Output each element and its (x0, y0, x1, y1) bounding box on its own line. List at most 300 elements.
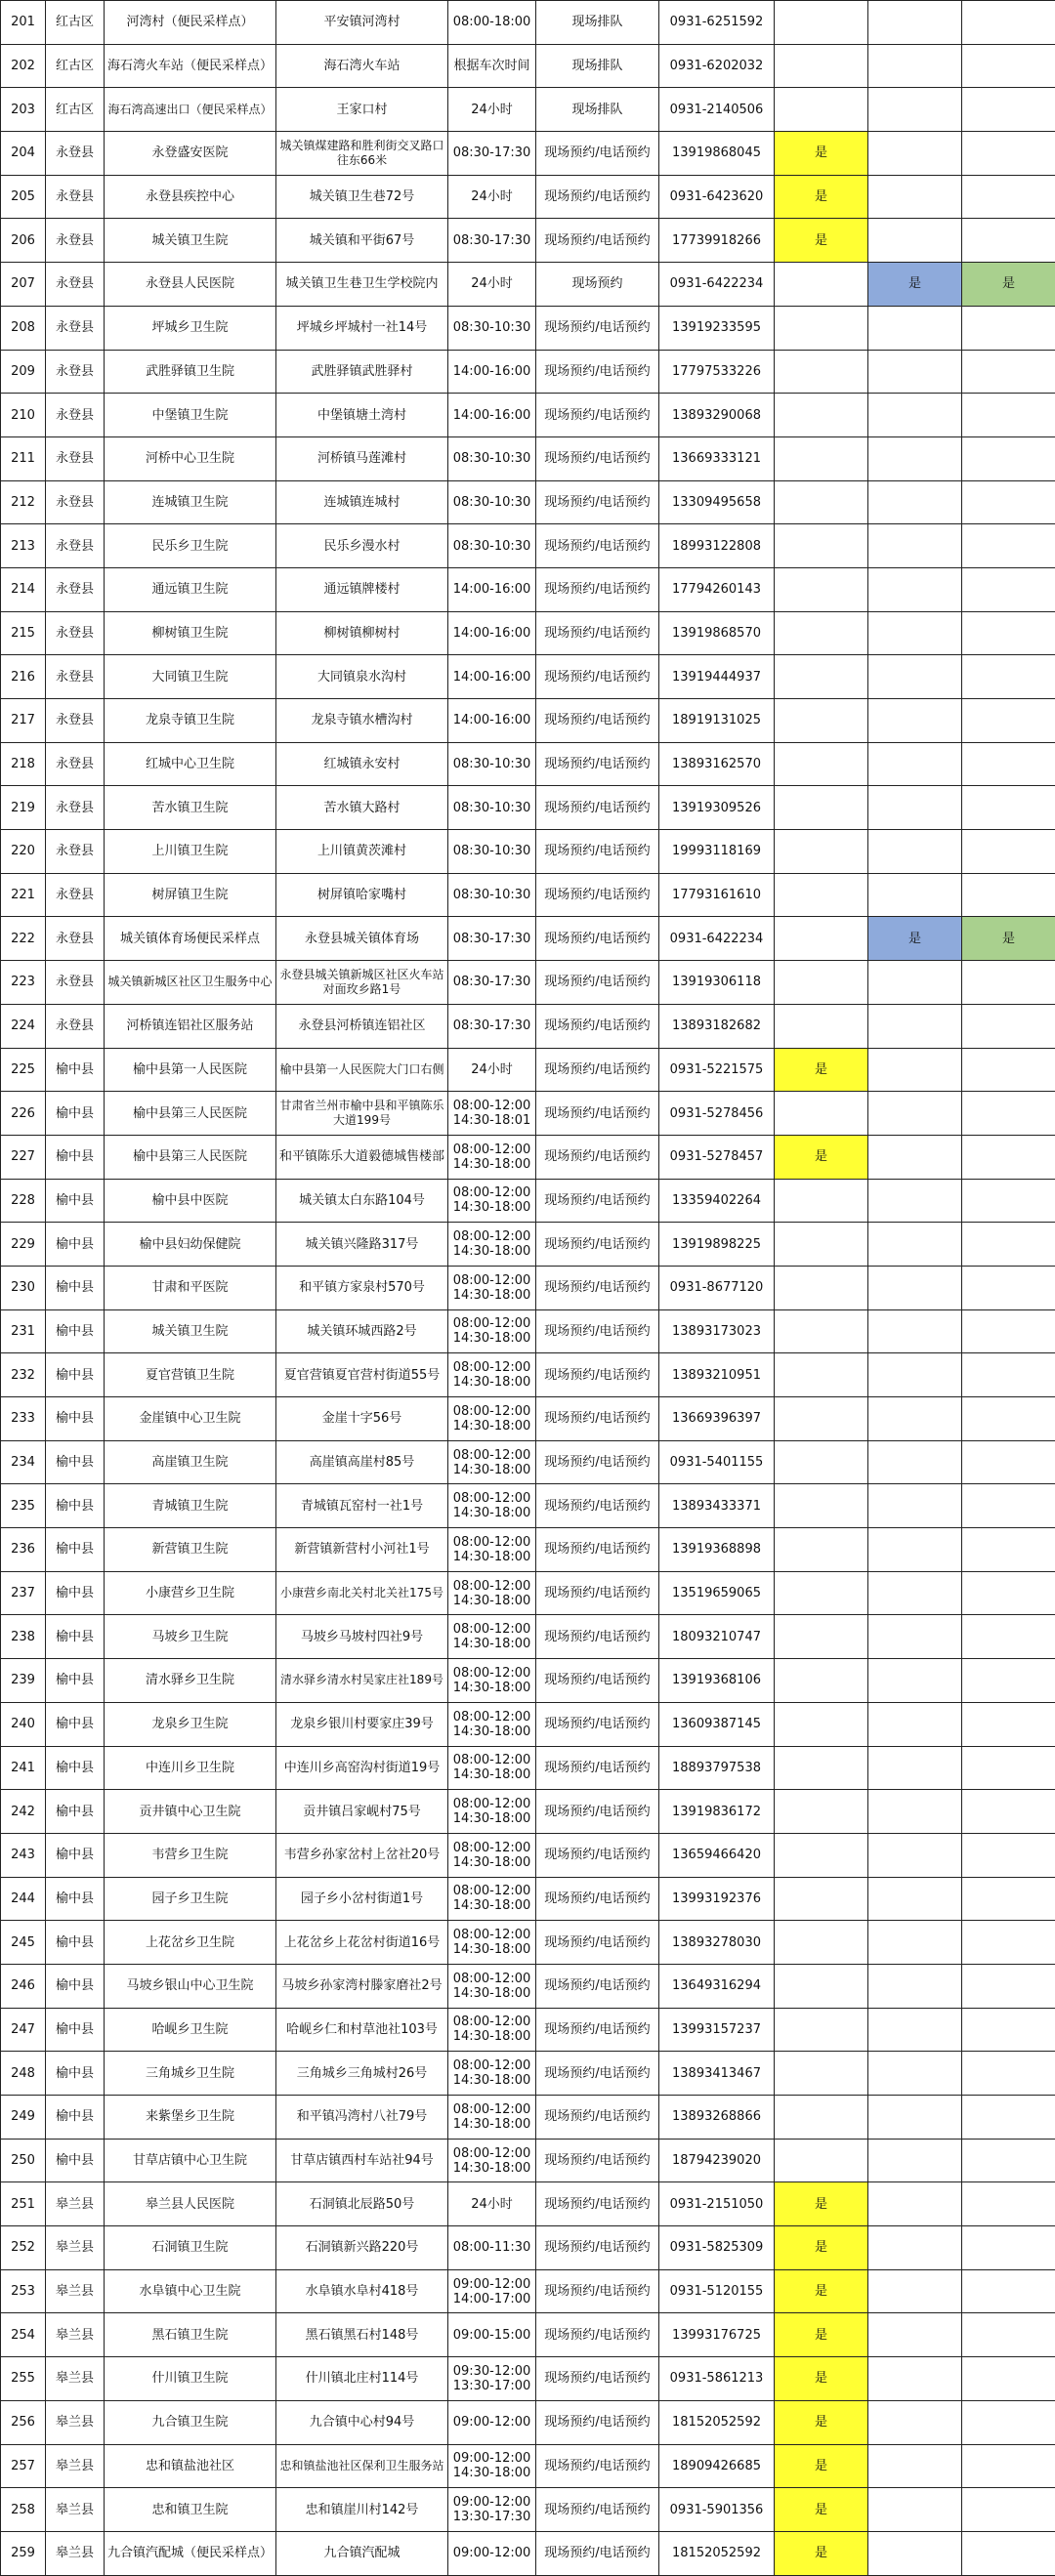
table-row (1, 830, 1055, 874)
table-row (1, 263, 1055, 307)
flag-cell-1 (775, 2139, 868, 2182)
table-row (1, 2357, 1055, 2401)
address-cell: 民乐乡漫水村 (276, 524, 448, 568)
flag-cell-3 (962, 1309, 1055, 1353)
flag-cell-3 (962, 830, 1055, 874)
row-number-cell: 201 (1, 1, 46, 45)
row-number-cell: 243 (1, 1833, 46, 1877)
site-name-cell: 马坡乡卫生院 (105, 1615, 276, 1659)
site-name-cell: 来紫堡乡卫生院 (105, 2096, 276, 2140)
flag-cell-1: 是 (775, 1048, 868, 1092)
row-number-cell: 225 (1, 1048, 46, 1092)
district-cell: 永登县 (46, 1004, 105, 1048)
table-row (1, 2531, 1055, 2575)
district-cell: 皋兰县 (46, 2313, 105, 2357)
flag-cell-2 (868, 2444, 962, 2488)
hours-cell: 08:00-12:00 14:30-18:00 (448, 1877, 536, 1921)
flag-cell-1 (775, 567, 868, 611)
site-name-cell: 永登县人民医院 (105, 263, 276, 307)
district-cell: 榆中县 (46, 1484, 105, 1528)
district-cell: 皋兰县 (46, 2269, 105, 2313)
booking-mode-cell: 现场排队 (536, 88, 659, 132)
site-name-cell: 园子乡卫生院 (105, 1877, 276, 1921)
hours-cell: 08:00-12:00 14:30-18:00 (448, 1528, 536, 1572)
district-cell: 永登县 (46, 480, 105, 524)
flag-cell-3 (962, 1179, 1055, 1223)
table-row (1, 1528, 1055, 1572)
hours-cell: 08:30-10:30 (448, 436, 536, 480)
hours-cell: 14:00-16:00 (448, 567, 536, 611)
site-name-cell: 榆中县第三人民医院 (105, 1135, 276, 1179)
flag-cell-2 (868, 1092, 962, 1136)
flag-cell-1 (775, 786, 868, 830)
phone-cell: 0931-6422234 (659, 263, 775, 307)
flag-cell-2 (868, 699, 962, 743)
flag-cell-3: 是 (962, 263, 1055, 307)
table-row (1, 2488, 1055, 2532)
row-number-cell: 212 (1, 480, 46, 524)
booking-mode-cell: 现场预约/电话预约 (536, 1048, 659, 1092)
site-name-cell: 龙泉寺镇卫生院 (105, 699, 276, 743)
address-cell: 石洞镇新兴路220号 (276, 2226, 448, 2270)
address-cell: 城关镇太白东路104号 (276, 1179, 448, 1223)
phone-cell: 0931-6251592 (659, 1, 775, 45)
address-cell: 黑石镇黑石村148号 (276, 2313, 448, 2357)
district-cell: 榆中县 (46, 1702, 105, 1746)
site-name-cell: 忠和镇盐池社区 (105, 2444, 276, 2488)
flag-cell-2 (868, 1921, 962, 1965)
site-name-cell: 甘草店镇中心卫生院 (105, 2139, 276, 2182)
booking-mode-cell: 现场预约/电话预约 (536, 2400, 659, 2444)
phone-cell: 17797533226 (659, 350, 775, 394)
phone-cell: 17793161610 (659, 873, 775, 917)
address-cell: 红城镇永安村 (276, 742, 448, 786)
table-row (1, 1048, 1055, 1092)
phone-cell: 0931-5278457 (659, 1135, 775, 1179)
hours-cell: 08:00-12:00 14:30-18:00 (448, 1659, 536, 1703)
address-cell: 通远镇牌楼村 (276, 567, 448, 611)
flag-cell-2 (868, 2139, 962, 2182)
phone-cell: 13609387145 (659, 1702, 775, 1746)
address-cell: 苦水镇大路村 (276, 786, 448, 830)
table-row (1, 917, 1055, 961)
phone-cell: 0931-5120155 (659, 2269, 775, 2313)
district-cell: 永登县 (46, 830, 105, 874)
phone-cell: 13519659065 (659, 1571, 775, 1615)
flag-cell-3 (962, 1877, 1055, 1921)
address-cell: 连城镇连城村 (276, 480, 448, 524)
row-number-cell: 230 (1, 1266, 46, 1309)
district-cell: 榆中县 (46, 2008, 105, 2052)
row-number-cell: 203 (1, 88, 46, 132)
row-number-cell: 228 (1, 1179, 46, 1223)
booking-mode-cell: 现场预约/电话预约 (536, 830, 659, 874)
district-cell: 皋兰县 (46, 2400, 105, 2444)
site-name-cell: 皋兰县人民医院 (105, 2182, 276, 2226)
row-number-cell: 216 (1, 655, 46, 699)
flag-cell-3 (962, 88, 1055, 132)
row-number-cell: 247 (1, 2008, 46, 2052)
flag-cell-3 (962, 2488, 1055, 2532)
flag-cell-2 (868, 1440, 962, 1484)
phone-cell: 0931-5861213 (659, 2357, 775, 2401)
flag-cell-1: 是 (775, 219, 868, 263)
flag-cell-3 (962, 1702, 1055, 1746)
address-cell: 和平镇冯湾村八社79号 (276, 2096, 448, 2140)
flag-cell-1 (775, 480, 868, 524)
flag-cell-3 (962, 2226, 1055, 2270)
table-row (1, 2052, 1055, 2096)
flag-cell-1 (775, 742, 868, 786)
table-row (1, 2139, 1055, 2182)
hours-cell: 08:00-12:00 14:30-18:00 (448, 1571, 536, 1615)
site-name-cell: 坪城乡卫生院 (105, 306, 276, 350)
site-name-cell: 黑石镇卫生院 (105, 2313, 276, 2357)
site-name-cell: 韦营乡卫生院 (105, 1833, 276, 1877)
flag-cell-3 (962, 786, 1055, 830)
table-row (1, 175, 1055, 219)
district-cell: 榆中县 (46, 1048, 105, 1092)
phone-cell: 0931-2151050 (659, 2182, 775, 2226)
district-cell: 永登县 (46, 524, 105, 568)
district-cell: 永登县 (46, 306, 105, 350)
flag-cell-3 (962, 2052, 1055, 2096)
booking-mode-cell: 现场预约/电话预约 (536, 1528, 659, 1572)
address-cell: 三角城乡三角城村26号 (276, 2052, 448, 2096)
flag-cell-3 (962, 1571, 1055, 1615)
address-cell: 柳树镇柳树村 (276, 611, 448, 655)
district-cell: 红古区 (46, 44, 105, 88)
hours-cell: 08:00-12:00 14:30-18:00 (448, 1309, 536, 1353)
phone-cell: 13893173023 (659, 1309, 775, 1353)
flag-cell-1 (775, 1877, 868, 1921)
district-cell: 皋兰县 (46, 2531, 105, 2575)
phone-cell: 13893210951 (659, 1353, 775, 1397)
address-cell: 上花岔乡上花岔村街道16号 (276, 1921, 448, 1965)
phone-cell: 17794260143 (659, 567, 775, 611)
row-number-cell: 211 (1, 436, 46, 480)
hours-cell: 14:00-16:00 (448, 350, 536, 394)
address-cell: 平安镇河湾村 (276, 1, 448, 45)
flag-cell-2 (868, 2182, 962, 2226)
flag-cell-1 (775, 1092, 868, 1136)
table-row (1, 524, 1055, 568)
district-cell: 永登县 (46, 219, 105, 263)
flag-cell-1 (775, 350, 868, 394)
hours-cell: 08:30-10:30 (448, 306, 536, 350)
district-cell: 榆中县 (46, 1964, 105, 2008)
hours-cell: 08:30-10:30 (448, 480, 536, 524)
phone-cell: 13993157237 (659, 2008, 775, 2052)
hours-cell: 08:30-17:30 (448, 1004, 536, 1048)
row-number-cell: 222 (1, 917, 46, 961)
flag-cell-2 (868, 567, 962, 611)
flag-cell-2 (868, 436, 962, 480)
site-name-cell: 城关镇卫生院 (105, 219, 276, 263)
booking-mode-cell: 现场预约/电话预约 (536, 2008, 659, 2052)
table-row (1, 1135, 1055, 1179)
hours-cell: 08:00-12:00 14:30-18:00 (448, 1746, 536, 1790)
flag-cell-1 (775, 2052, 868, 2096)
table-row (1, 1964, 1055, 2008)
flag-cell-1 (775, 1790, 868, 1834)
table-row (1, 1659, 1055, 1703)
flag-cell-1 (775, 1615, 868, 1659)
flag-cell-2 (868, 1528, 962, 1572)
booking-mode-cell: 现场预约/电话预约 (536, 1179, 659, 1223)
booking-mode-cell: 现场预约/电话预约 (536, 1659, 659, 1703)
flag-cell-1: 是 (775, 2226, 868, 2270)
district-cell: 永登县 (46, 655, 105, 699)
flag-cell-2 (868, 1746, 962, 1790)
hours-cell: 08:00-11:30 (448, 2226, 536, 2270)
address-cell: 什川镇北庄村114号 (276, 2357, 448, 2401)
table-row (1, 350, 1055, 394)
phone-cell: 13659466420 (659, 1833, 775, 1877)
flag-cell-2 (868, 830, 962, 874)
address-cell: 城关镇环城西路2号 (276, 1309, 448, 1353)
hours-cell: 24小时 (448, 263, 536, 307)
site-name-cell: 九合镇汽配城（便民采样点） (105, 2531, 276, 2575)
site-name-cell: 永登县疾控中心 (105, 175, 276, 219)
flag-cell-2 (868, 394, 962, 437)
site-name-cell: 海石湾火车站（便民采样点） (105, 44, 276, 88)
booking-mode-cell: 现场预约/电话预约 (536, 1746, 659, 1790)
flag-cell-2 (868, 2052, 962, 2096)
district-cell: 永登县 (46, 436, 105, 480)
booking-mode-cell: 现场预约/电话预约 (536, 961, 659, 1005)
booking-mode-cell: 现场预约/电话预约 (536, 1833, 659, 1877)
site-name-cell: 苦水镇卫生院 (105, 786, 276, 830)
phone-cell: 13669396397 (659, 1397, 775, 1441)
phone-cell: 13309495658 (659, 480, 775, 524)
address-cell: 甘草店镇西村车站社94号 (276, 2139, 448, 2182)
phone-cell: 13893182682 (659, 1004, 775, 1048)
flag-cell-2 (868, 2531, 962, 2575)
phone-cell: 13893433371 (659, 1484, 775, 1528)
flag-cell-2 (868, 961, 962, 1005)
flag-cell-2 (868, 1659, 962, 1703)
phone-cell: 13893278030 (659, 1921, 775, 1965)
site-name-cell: 海石湾高速出口（便民采样点） (105, 88, 276, 132)
hours-cell: 08:00-12:00 14:30-18:01 (448, 1092, 536, 1136)
phone-cell: 13893268866 (659, 2096, 775, 2140)
address-cell: 永登县城关镇新城区社区火车站对面玫乡路1号 (276, 961, 448, 1005)
flag-cell-3 (962, 350, 1055, 394)
table-row (1, 1877, 1055, 1921)
booking-mode-cell: 现场预约/电话预约 (536, 1397, 659, 1441)
flag-cell-3 (962, 2531, 1055, 2575)
address-cell: 树屏镇哈家嘴村 (276, 873, 448, 917)
phone-cell: 13993192376 (659, 1877, 775, 1921)
table-row (1, 1309, 1055, 1353)
phone-cell: 13669333121 (659, 436, 775, 480)
hours-cell: 08:00-12:00 14:30-18:00 (448, 1397, 536, 1441)
site-name-cell: 永登盛安医院 (105, 132, 276, 176)
address-cell: 城关镇兴隆路317号 (276, 1223, 448, 1267)
flag-cell-3 (962, 436, 1055, 480)
booking-mode-cell: 现场预约/电话预约 (536, 1353, 659, 1397)
row-number-cell: 249 (1, 2096, 46, 2140)
district-cell: 皋兰县 (46, 2226, 105, 2270)
row-number-cell: 240 (1, 1702, 46, 1746)
address-cell: 九合镇中心村94号 (276, 2400, 448, 2444)
site-name-cell: 榆中县妇幼保健院 (105, 1223, 276, 1267)
row-number-cell: 210 (1, 394, 46, 437)
booking-mode-cell: 现场预约/电话预约 (536, 1266, 659, 1309)
flag-cell-1 (775, 306, 868, 350)
phone-cell: 0931-2140506 (659, 88, 775, 132)
address-cell: 青城镇瓦窑村一社1号 (276, 1484, 448, 1528)
hours-cell: 08:00-12:00 14:30-18:00 (448, 1790, 536, 1834)
flag-cell-3 (962, 699, 1055, 743)
flag-cell-1: 是 (775, 132, 868, 176)
flag-cell-3 (962, 1004, 1055, 1048)
table-row (1, 655, 1055, 699)
hours-cell: 14:00-16:00 (448, 655, 536, 699)
row-number-cell: 223 (1, 961, 46, 1005)
flag-cell-1 (775, 1702, 868, 1746)
table-row (1, 1833, 1055, 1877)
site-name-cell: 民乐乡卫生院 (105, 524, 276, 568)
flag-cell-2 (868, 2008, 962, 2052)
flag-cell-2 (868, 1790, 962, 1834)
table-row (1, 1746, 1055, 1790)
row-number-cell: 227 (1, 1135, 46, 1179)
row-number-cell: 224 (1, 1004, 46, 1048)
district-cell: 永登县 (46, 742, 105, 786)
flag-cell-2 (868, 44, 962, 88)
phone-cell: 18909426685 (659, 2444, 775, 2488)
district-cell: 榆中县 (46, 1528, 105, 1572)
row-number-cell: 256 (1, 2400, 46, 2444)
phone-cell: 13919233595 (659, 306, 775, 350)
hours-cell: 08:30-17:30 (448, 132, 536, 176)
flag-cell-2 (868, 2269, 962, 2313)
flag-cell-2 (868, 480, 962, 524)
flag-cell-2 (868, 1, 962, 45)
flag-cell-1: 是 (775, 2488, 868, 2532)
booking-mode-cell: 现场预约/电话预约 (536, 2226, 659, 2270)
flag-cell-2 (868, 175, 962, 219)
address-cell: 坪城乡坪城村一社14号 (276, 306, 448, 350)
hours-cell: 09:00-12:00 (448, 2400, 536, 2444)
hours-cell: 08:00-12:00 14:30-18:00 (448, 2139, 536, 2182)
site-name-cell: 青城镇卫生院 (105, 1484, 276, 1528)
district-cell: 永登县 (46, 873, 105, 917)
address-cell: 武胜驿镇武胜驿村 (276, 350, 448, 394)
site-name-cell: 哈岘乡卫生院 (105, 2008, 276, 2052)
booking-mode-cell: 现场预约/电话预约 (536, 2096, 659, 2140)
booking-mode-cell: 现场预约/电话预约 (536, 1877, 659, 1921)
flag-cell-3 (962, 2182, 1055, 2226)
site-name-cell: 河桥镇连铝社区服务站 (105, 1004, 276, 1048)
hours-cell: 08:30-10:30 (448, 524, 536, 568)
booking-mode-cell: 现场预约/电话预约 (536, 1964, 659, 2008)
booking-mode-cell: 现场预约/电话预约 (536, 1223, 659, 1267)
district-cell: 永登县 (46, 786, 105, 830)
district-cell: 榆中县 (46, 1659, 105, 1703)
flag-cell-2 (868, 2226, 962, 2270)
site-name-cell: 通远镇卫生院 (105, 567, 276, 611)
flag-cell-3 (962, 961, 1055, 1005)
row-number-cell: 236 (1, 1528, 46, 1572)
hours-cell: 08:00-12:00 14:30-18:00 (448, 2096, 536, 2140)
booking-mode-cell: 现场预约/电话预约 (536, 611, 659, 655)
phone-cell: 0931-6423620 (659, 175, 775, 219)
booking-mode-cell: 现场预约/电话预约 (536, 873, 659, 917)
phone-cell: 0931-5401155 (659, 1440, 775, 1484)
phone-cell: 18919131025 (659, 699, 775, 743)
district-cell: 榆中县 (46, 1397, 105, 1441)
flag-cell-1 (775, 44, 868, 88)
flag-cell-2: 是 (868, 263, 962, 307)
hours-cell: 08:30-10:30 (448, 742, 536, 786)
booking-mode-cell: 现场预约/电话预约 (536, 742, 659, 786)
row-number-cell: 232 (1, 1353, 46, 1397)
flag-cell-1: 是 (775, 1135, 868, 1179)
site-name-cell: 水阜镇中心卫生院 (105, 2269, 276, 2313)
table-row (1, 2096, 1055, 2140)
booking-mode-cell: 现场预约/电话预约 (536, 1615, 659, 1659)
booking-mode-cell: 现场预约/电话预约 (536, 2182, 659, 2226)
site-name-cell: 城关镇体育场便民采样点 (105, 917, 276, 961)
table-row (1, 873, 1055, 917)
phone-cell: 0931-8677120 (659, 1266, 775, 1309)
site-name-cell: 中连川乡卫生院 (105, 1746, 276, 1790)
site-name-cell: 夏官营镇卫生院 (105, 1353, 276, 1397)
site-name-cell: 城关镇卫生院 (105, 1309, 276, 1353)
flag-cell-3 (962, 175, 1055, 219)
booking-mode-cell: 现场预约/电话预约 (536, 2269, 659, 2313)
booking-mode-cell: 现场预约/电话预约 (536, 655, 659, 699)
hours-cell: 08:30-17:30 (448, 961, 536, 1005)
hours-cell: 08:00-18:00 (448, 1, 536, 45)
flag-cell-3 (962, 1092, 1055, 1136)
site-name-cell: 红城中心卫生院 (105, 742, 276, 786)
flag-cell-1 (775, 1484, 868, 1528)
booking-mode-cell: 现场预约/电话预约 (536, 436, 659, 480)
site-name-cell: 三角城乡卫生院 (105, 2052, 276, 2096)
flag-cell-3 (962, 1790, 1055, 1834)
booking-mode-cell: 现场预约/电话预约 (536, 2488, 659, 2532)
phone-cell: 18093210747 (659, 1615, 775, 1659)
flag-cell-3 (962, 480, 1055, 524)
flag-cell-3 (962, 2008, 1055, 2052)
row-number-cell: 248 (1, 2052, 46, 2096)
phone-cell: 13649316294 (659, 1964, 775, 2008)
phone-cell: 18152052592 (659, 2531, 775, 2575)
address-cell: 城关镇和平街67号 (276, 219, 448, 263)
phone-cell: 13993176725 (659, 2313, 775, 2357)
flag-cell-1 (775, 1746, 868, 1790)
site-name-cell: 金崖镇中心卫生院 (105, 1397, 276, 1441)
row-number-cell: 237 (1, 1571, 46, 1615)
hours-cell: 09:00-12:00 14:00-17:00 (448, 2269, 536, 2313)
site-name-cell: 连城镇卫生院 (105, 480, 276, 524)
district-cell: 榆中县 (46, 1353, 105, 1397)
flag-cell-3 (962, 1659, 1055, 1703)
flag-cell-2 (868, 1833, 962, 1877)
flag-cell-2 (868, 1702, 962, 1746)
district-cell: 榆中县 (46, 1833, 105, 1877)
flag-cell-1 (775, 1179, 868, 1223)
district-cell: 榆中县 (46, 1092, 105, 1136)
booking-mode-cell: 现场排队 (536, 1, 659, 45)
hours-cell: 09:00-15:00 (448, 2313, 536, 2357)
district-cell: 榆中县 (46, 1746, 105, 1790)
address-cell: 韦营乡孙家岔村上岔社20号 (276, 1833, 448, 1877)
